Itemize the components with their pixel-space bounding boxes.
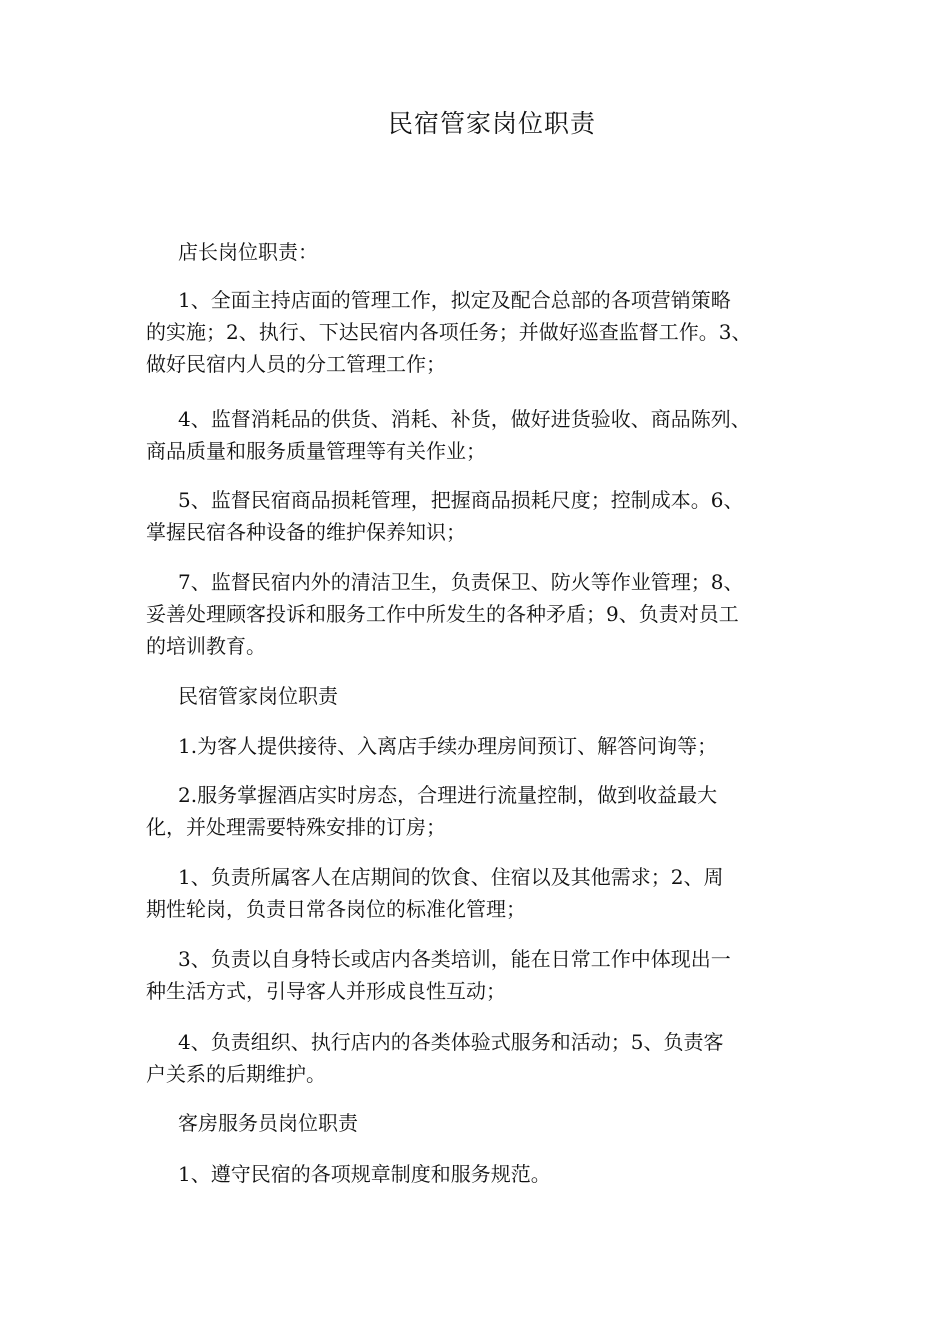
paragraph-butler-duty-1 [146, 730, 836, 762]
paragraph-line: 化，并处理需要特殊安排的订房； [146, 815, 446, 839]
paragraph-butler-duty-4 [146, 943, 836, 1007]
paragraph-line: 做好民宿内人员的分工管理工作； [146, 352, 446, 376]
paragraph-store-manager-heading [146, 236, 836, 268]
paragraph-duty-7 [146, 566, 836, 662]
paragraph-line: 民宿管家岗位职责 [178, 684, 338, 708]
paragraph-duty-4 [146, 403, 836, 467]
paragraph-line: 1、遵守民宿的各项规章制度和服务规范。 [178, 1162, 551, 1186]
paragraph-line: 7、监督民宿内外的清洁卫生，负责保卫、防火等作业管理；8、 [178, 570, 744, 594]
paragraph-housekeeping-duty-1 [146, 1158, 836, 1190]
paragraph-butler-heading [146, 680, 836, 712]
paragraph-line: 4、负责组织、执行店内的各类体验式服务和活动；5、负责客 [178, 1030, 724, 1054]
paragraph-line: 1、全面主持店面的管理工作，拟定及配合总部的各项营销策略 [178, 288, 731, 312]
paragraph-line: 1.为客人提供接待、入离店手续办理房间预订、解答问询等； [178, 734, 718, 758]
paragraph-line: 3、负责以自身特长或店内各类培训，能在日常工作中体现出一 [178, 947, 731, 971]
paragraph-line: 5、监督民宿商品损耗管理，把握商品损耗尺度；控制成本。6、 [178, 488, 744, 512]
paragraph-line: 1、负责所属客人在店期间的饮食、住宿以及其他需求；2、周 [178, 865, 724, 889]
document-title: 民宿管家岗位职责 [387, 109, 596, 138]
paragraph-line: 期性轮岗，负责日常各岗位的标准化管理； [146, 897, 526, 921]
paragraph-duty-1 [146, 284, 836, 380]
paragraph-line: 4、监督消耗品的供货、消耗、补货，做好进货验收、商品陈列、 [178, 407, 751, 431]
paragraph-line: 妥善处理顾客投诉和服务工作中所发生的各种矛盾；9、负责对员工 [146, 602, 739, 626]
paragraph-butler-duty-3 [146, 861, 836, 925]
paragraph-line: 客房服务员岗位职责 [178, 1111, 358, 1135]
paragraph-line: 户关系的后期维护。 [146, 1062, 326, 1086]
paragraph-line: 掌握民宿各种设备的维护保养知识； [146, 520, 466, 544]
paragraph-line: 商品质量和服务质量管理等有关作业； [146, 439, 486, 463]
paragraph-line: 2.服务掌握酒店实时房态，合理进行流量控制，做到收益最大 [178, 783, 718, 807]
paragraph-line: 的实施；2、执行、下达民宿内各项任务；并做好巡查监督工作。3、 [146, 320, 752, 344]
paragraph-line: 的培训教育。 [146, 634, 266, 658]
paragraph-butler-duty-2 [146, 779, 836, 843]
paragraph-housekeeping-heading [146, 1107, 836, 1139]
paragraph-butler-duty-5 [146, 1026, 836, 1090]
paragraph-line: 种生活方式，引导客人并形成良性互动； [146, 979, 506, 1003]
paragraph-line: 店长岗位职责： [178, 240, 318, 264]
paragraph-duty-5 [146, 484, 836, 548]
